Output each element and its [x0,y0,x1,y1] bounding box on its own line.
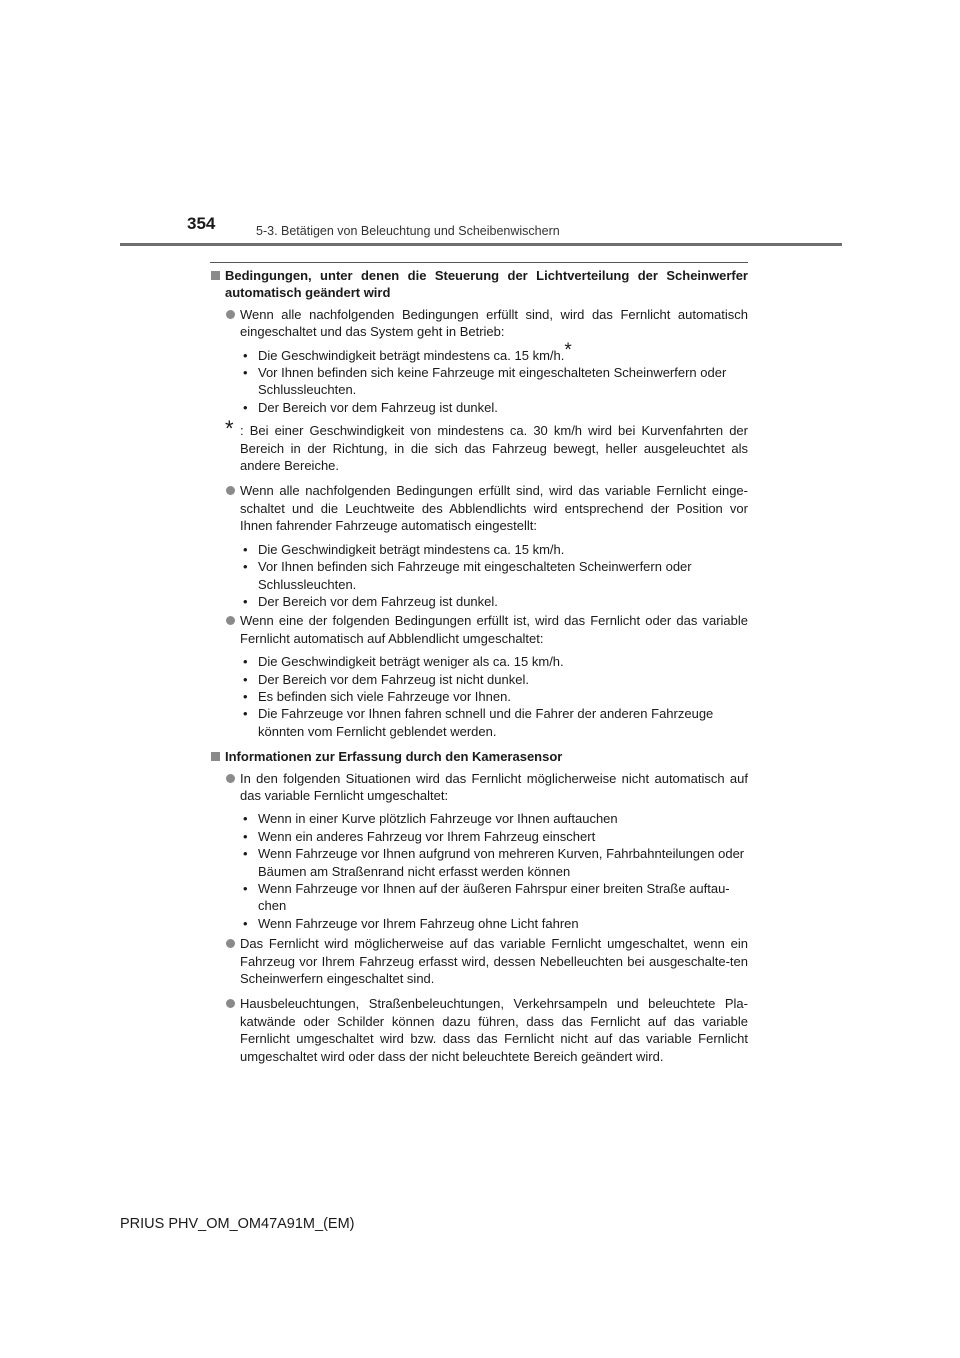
list-item: • Die Fahrzeuge vor Ihnen fahren schnell und die Fahrer der anderen Fahrzeuge könnten vom Fernlicht geblendet werden. [240,705,748,740]
list-item: • Vor Ihnen befinden sich keine Fahrzeuge mit eingeschalteten Scheinwerfern oder Schlussleuchten. [240,364,748,399]
list-item: • Die Geschwindigkeit beträgt weniger als ca. 15 km/h. [240,653,748,670]
list-item: • Wenn Fahrzeuge vor Ihnen aufgrund von mehreren Kurven, Fahrbahnteilungen oder Bäumen am Straßenrand nicht erfasst werden können [240,845,748,880]
bullet-paragraph: Das Fernlicht wird möglicherweise auf das variable Fernlicht umgeschaltet, wenn ein Fahrzeug vor Ihrem Fahrzeug erfasst wird, dessen Nebelleuchten bei ausgeschalte-ten Scheinwerfern eingeschaltet sind. [225,935,748,987]
page-number: 354 [187,214,216,233]
list-item: • Wenn in einer Kurve plötzlich Fahrzeuge vor Ihnen auftauchen [240,810,748,827]
header-rule [120,243,842,246]
list-item-text: Die Geschwindigkeit beträgt mindestens ca. 15 km/h. [258,347,565,363]
content-top-rule [210,262,748,263]
bullet-paragraph: Hausbeleuchtungen, Straßenbeleuchtungen, Verkehrsampeln und beleuchtete Pla-katwände oder Schilder können dazu führen, dass das Fernlicht auf das variable Fernlicht umgeschaltet wird bzw. dass das Fernlicht nicht auf das variable Fernlicht umgeschaltet wird oder dass der nicht beleuchtete Bereich geändert wird. [225,995,748,1065]
list-item: • Der Bereich vor dem Fahrzeug ist dunkel. [240,593,748,610]
page-content [210,267,748,1071]
bullet-paragraph: In den folgenden Situationen wird das Fernlicht möglicherweise nicht automatisch auf das variable Fernlicht umgeschaltet: [225,770,748,805]
footnote [225,416,748,474]
list-item: • Der Bereich vor dem Fahrzeug ist dunkel. [240,399,748,416]
section-heading: Informationen zur Erfassung durch den Kamerasensor [210,748,748,765]
section-heading: Bedingungen, unter denen die Steuerung der Lichtverteilung der Scheinwerfer automatisch geändert wird [210,267,748,302]
bullet-paragraph: Wenn eine der folgenden Bedingungen erfüllt ist, wird das Fernlicht oder das variable Fernlicht automatisch auf Abblendlicht umgeschaltet: [225,612,748,647]
bullet-paragraph: Wenn alle nachfolgenden Bedingungen erfüllt sind, wird das variable Fernlicht einge-schaltet und die Leuchtweite des Abblendlichts wird entsprechend der Position vor Ihnen fahrender Fahrzeuge automatisch eingestellt: [225,482,748,534]
list-item [240,339,748,364]
list-item: • Wenn Fahrzeuge vor Ihnen auf der äußeren Fahrspur einer breiten Straße auftau-chen [240,880,748,915]
list-item: • Es befinden sich viele Fahrzeuge vor Ihnen. [240,688,748,705]
document-id: PRIUS PHV_OM_OM47A91M_(EM) [120,1216,355,1232]
bullet-paragraph: Wenn alle nachfolgenden Bedingungen erfüllt sind, wird das Fernlicht automatisch eingeschaltet und das System geht in Betrieb: [225,306,748,341]
footnote-asterisk: * [225,416,234,442]
list-item: • Wenn Fahrzeuge vor Ihrem Fahrzeug ohne Licht fahren [240,915,748,932]
footnote-text: : Bei einer Geschwindigkeit von mindestens ca. 30 km/h wird bei Kurvenfahrten der Bereich in der Richtung, in die sich das Fahrzeug bewegt, heller ausgeleuchtet als andere Bereiche. [240,423,748,474]
chapter-title: 5-3. Betätigen von Beleuchtung und Scheibenwischern [256,224,560,238]
list-item: • Vor Ihnen befinden sich Fahrzeuge mit eingeschalteten Scheinwerfern oder Schlussleuchten. [240,558,748,593]
asterisk-marker: * [564,339,572,361]
list-item: • Wenn ein anderes Fahrzeug vor Ihrem Fahrzeug einschert [240,828,748,845]
list-item: • Die Geschwindigkeit beträgt mindestens ca. 15 km/h. [240,541,748,558]
list-item: • Der Bereich vor dem Fahrzeug ist nicht dunkel. [240,671,748,688]
